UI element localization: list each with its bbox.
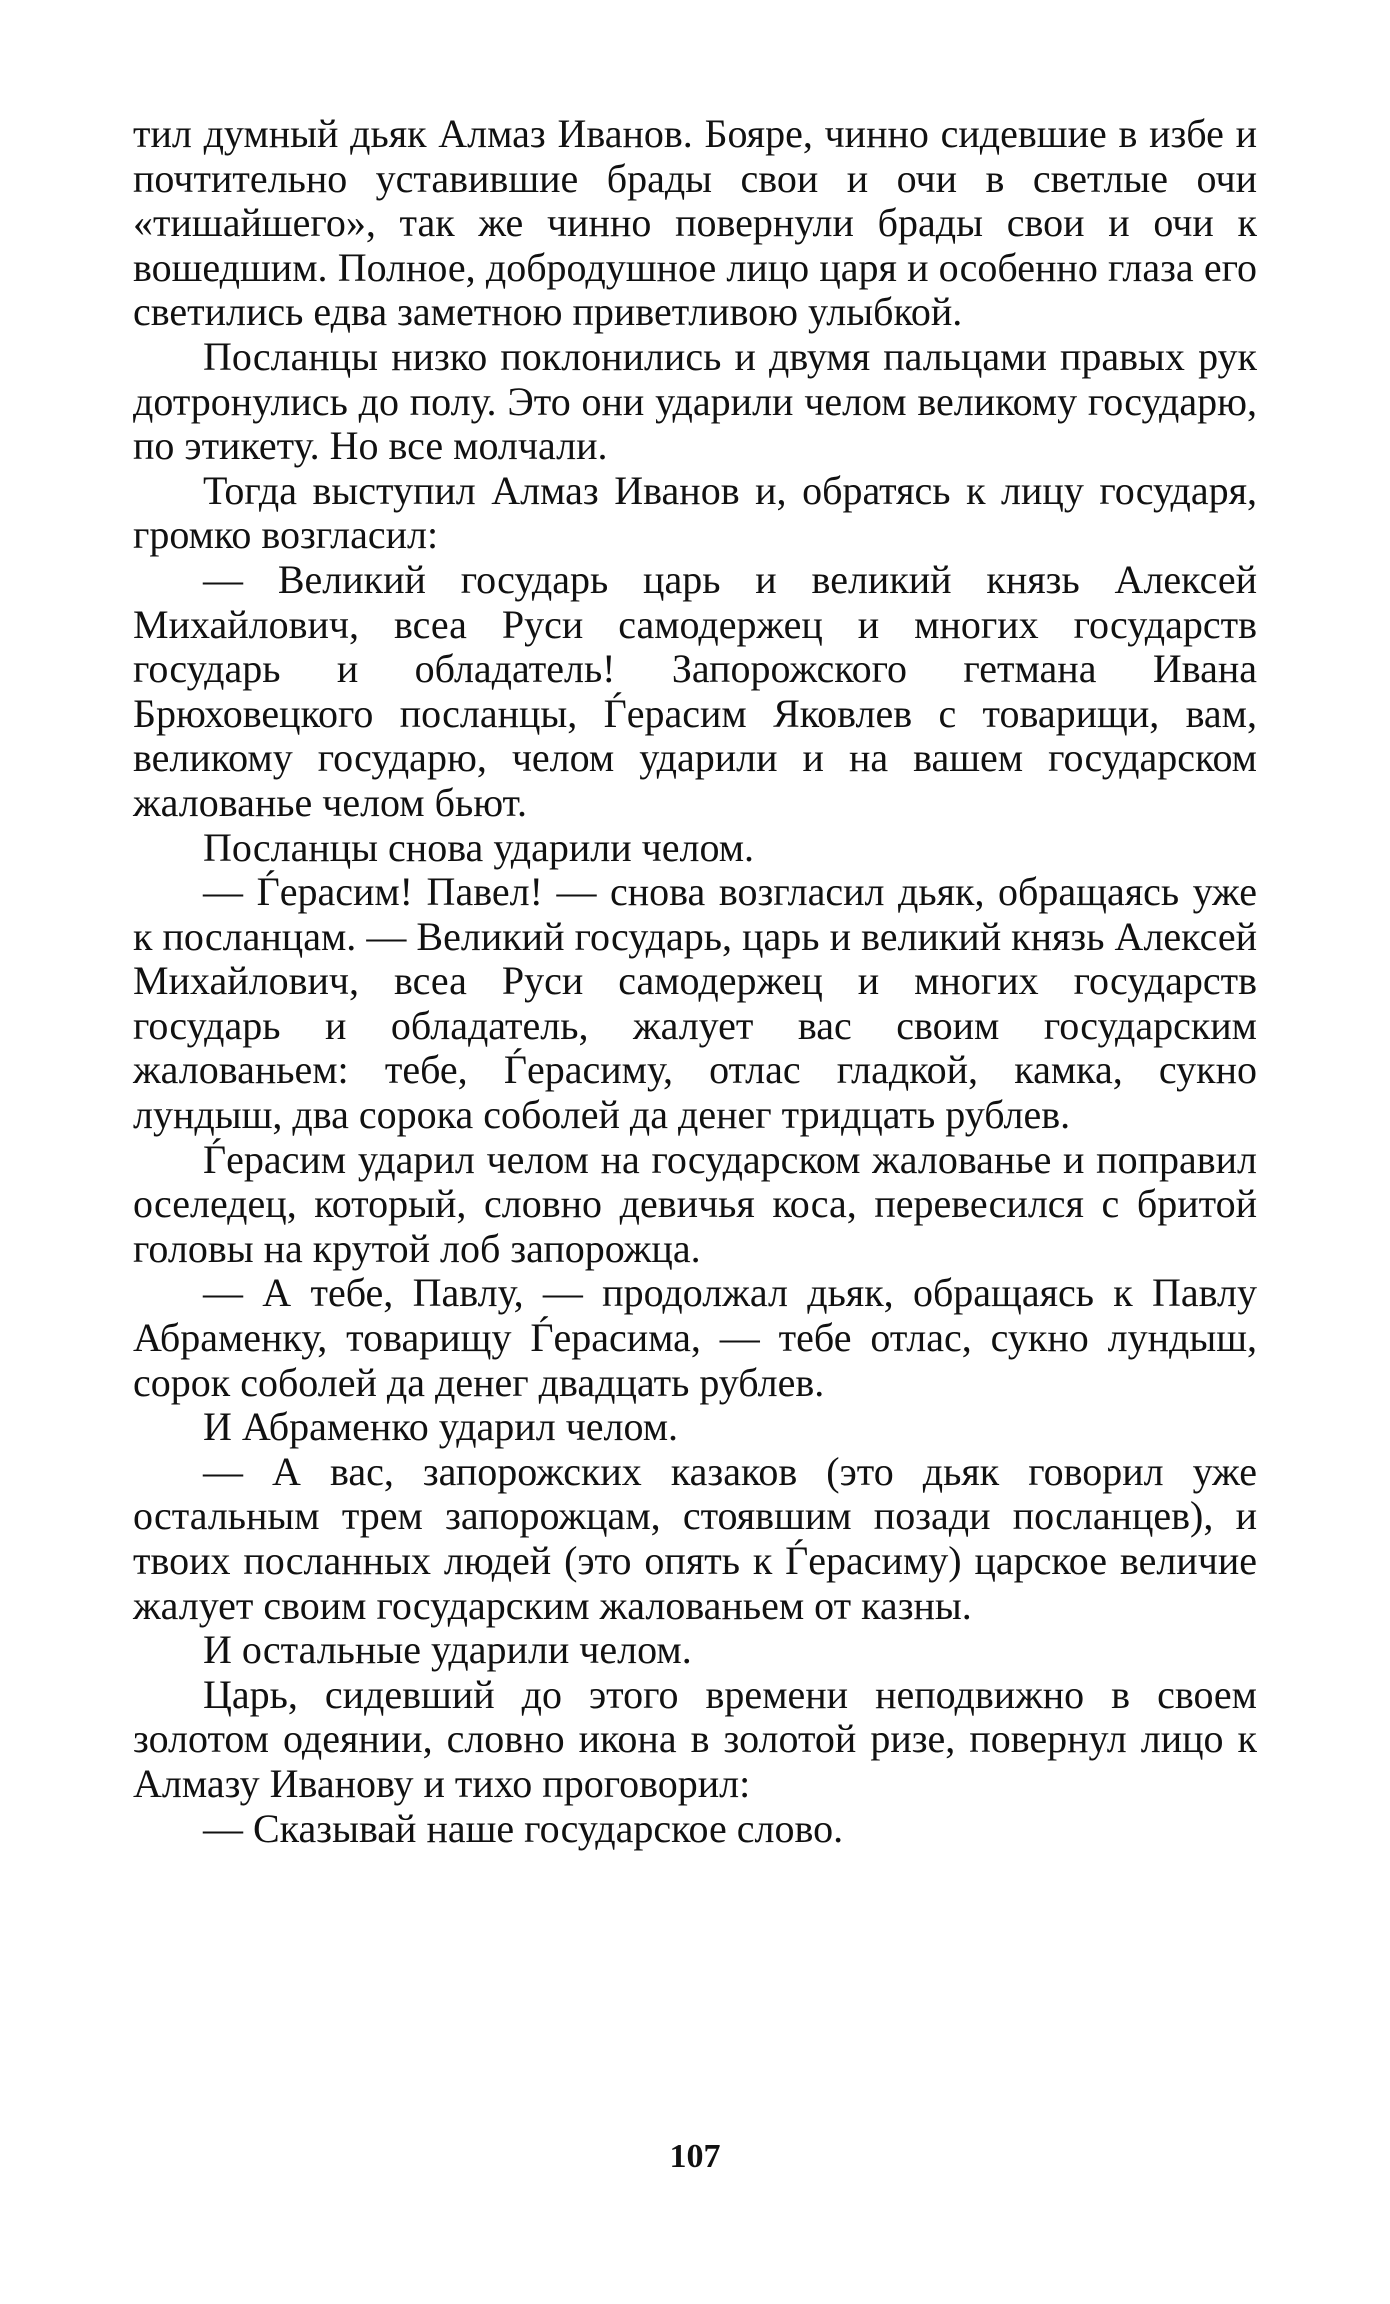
page-body (133, 112, 1257, 1851)
paragraph: — Ѓерасим! Павел! — снова возгласил дьяк, обращаясь уже к посланцам. — Великий государь, царь и великий князь Алексей Михайлович, всеа Руси самодержец и многих государств государь и обладатель, жалует вас своим государским жалованьем: тебе, Ѓерасиму, отлас гладкой, камка, сукно лундыш, два сорока соболей да денег тридцать рублев. (133, 869, 1257, 1138)
paragraph: — Сказывай наше государское слово. (203, 1805, 844, 1851)
paragraph: И Абраменко ударил челом. (203, 1404, 679, 1450)
paragraph: Посланцы низко поклонились и двумя пальцами правых рук дотронулись до полу. Это они ударили челом великому государю, по этикету. Но все молчали. (133, 333, 1257, 469)
paragraph: тил думный дьяк Алмаз Иванов. Бояре, чинно сидевшие в избе и почтительно уставившие брады свои и очи в светлые очи «тишайшего», так же чинно повернули брады свои и очи к вошедшим. Полное, добродушное лицо царя и особенно глаза его светились едва заметною приветливою улыбкой. (133, 111, 1257, 335)
page-number: 107 (669, 2138, 721, 2175)
paragraph: Царь, сидевший до этого времени неподвижно в своем золотом одеянии, словно икона в золотой ризе, повернул лицо к Алмазу Иванову и тихо проговорил: (133, 1671, 1257, 1806)
paragraph: И остальные ударили челом. (203, 1627, 692, 1673)
paragraph: — Великий государь царь и великий князь Алексей Михайлович, всеа Руси самодержец и многих государств государь и обладатель! Запорожского гетмана Ивана Брюховецкого посланцы, Ѓерасим Яковлев с товарищи, вам, великому государю, челом ударили и на вашем государском жалованье челом бьют. (133, 556, 1257, 825)
paragraph: Посланцы снова ударили челом. (203, 824, 755, 870)
paragraph: — А вас, запорожских казаков (это дьяк говорил уже остальным трем запорожцам, стоявшим позади посланцев), и твоих посланных людей (это опять к Ѓерасиму) царское величие жалует своим государским жалованьем от казны. (133, 1448, 1257, 1628)
paragraph: Ѓерасим ударил челом на государском жалованье и поправил оселедец, который, словно девичья коса, перевесился с бритой головы на крутой лоб запорожца. (133, 1136, 1257, 1271)
paragraph: — А тебе, Павлу, — продолжал дьяк, обращаясь к Павлу Абраменку, товарищу Ѓерасима, — тебе отлас, сукно лундыш, сорок соболей да денег двадцать рублев. (133, 1270, 1257, 1405)
paragraph: Тогда выступил Алмаз Иванов и, обратясь к лицу государя, громко возгласил: (133, 467, 1257, 558)
